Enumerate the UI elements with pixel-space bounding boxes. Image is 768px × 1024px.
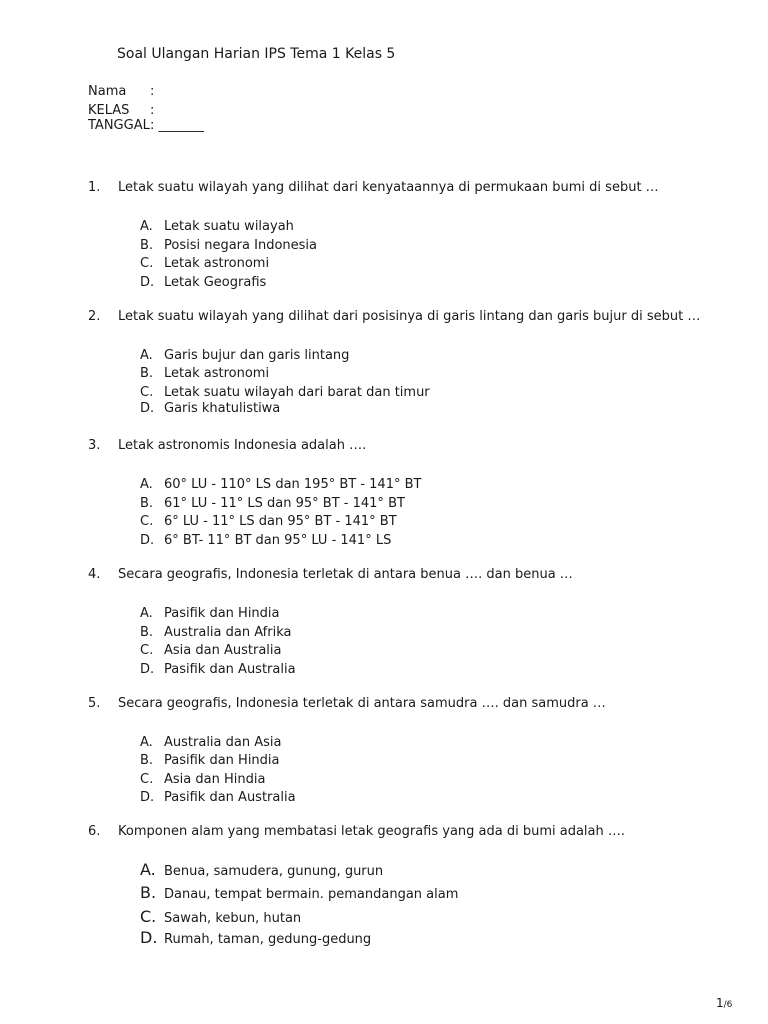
option-6d bbox=[140, 928, 371, 947]
question-text: Secara geografis, Indonesia terletak di antara benua …. dan benua … bbox=[118, 567, 573, 582]
option-5b bbox=[140, 753, 280, 768]
option-4a bbox=[140, 606, 280, 621]
option-letter: D. bbox=[140, 275, 155, 290]
option-5a bbox=[140, 735, 281, 750]
option-4b bbox=[140, 625, 291, 640]
question-1 bbox=[88, 180, 659, 195]
option-1a bbox=[140, 219, 294, 234]
option-text: Pasifik dan Hindia bbox=[164, 753, 280, 768]
option-6b bbox=[140, 883, 458, 902]
option-letter: D. bbox=[140, 533, 155, 548]
tanggal-label: TANGGAL bbox=[88, 118, 150, 133]
question-3 bbox=[88, 438, 366, 453]
question-number: 5. bbox=[88, 696, 101, 711]
option-text: Australia dan Asia bbox=[164, 735, 282, 750]
option-3a bbox=[140, 477, 421, 492]
option-1c bbox=[140, 256, 269, 271]
option-letter: A. bbox=[140, 860, 156, 879]
option-text: Pasifik dan Hindia bbox=[164, 606, 280, 621]
option-text: Garis khatulistiwa bbox=[164, 401, 281, 416]
option-3c bbox=[140, 514, 397, 529]
option-letter: C. bbox=[140, 907, 157, 926]
option-2a bbox=[140, 348, 349, 363]
option-2c bbox=[140, 385, 430, 400]
kelas-field bbox=[88, 103, 154, 118]
option-6c bbox=[140, 907, 301, 926]
option-letter: A. bbox=[140, 348, 153, 363]
option-1b bbox=[140, 238, 317, 253]
option-text: Pasifik dan Australia bbox=[164, 662, 296, 677]
question-text: Secara geografis, Indonesia terletak di antara samudra …. dan samudra … bbox=[118, 696, 606, 711]
nama-field bbox=[88, 84, 154, 99]
question-2 bbox=[88, 309, 700, 324]
option-text: 6° LU - 11° LS dan 95° BT - 141° BT bbox=[164, 514, 397, 529]
option-text: Danau, tempat bermain. pemandangan alam bbox=[164, 887, 459, 902]
option-text: Letak astronomi bbox=[164, 366, 270, 381]
option-letter: D. bbox=[140, 401, 155, 416]
option-3d bbox=[140, 533, 391, 548]
option-letter: D. bbox=[140, 790, 155, 805]
option-letter: D. bbox=[140, 662, 155, 677]
option-letter: C. bbox=[140, 514, 154, 529]
question-number: 3. bbox=[88, 438, 101, 453]
question-number: 6. bbox=[88, 824, 101, 839]
option-letter: B. bbox=[140, 883, 157, 902]
option-5d bbox=[140, 790, 296, 805]
option-text: 60° LU - 110° LS dan 195° BT - 141° BT bbox=[164, 477, 422, 492]
option-text: Asia dan Hindia bbox=[164, 772, 266, 787]
question-number: 2. bbox=[88, 309, 101, 324]
option-3b bbox=[140, 496, 405, 511]
option-letter: C. bbox=[140, 385, 154, 400]
tanggal-field bbox=[88, 118, 204, 133]
option-text: Asia dan Australia bbox=[164, 643, 282, 658]
option-2d bbox=[140, 401, 280, 416]
option-text: Posisi negara Indonesia bbox=[164, 238, 317, 253]
option-letter: C. bbox=[140, 256, 154, 271]
option-text: 61° LU - 11° LS dan 95° BT - 141° BT bbox=[164, 496, 405, 511]
option-text: 6° BT- 11° BT dan 95° LU - 141° LS bbox=[164, 533, 392, 548]
page-current: 1 bbox=[716, 996, 724, 1010]
option-letter: A. bbox=[140, 735, 153, 750]
question-text: Letak astronomis Indonesia adalah …. bbox=[118, 438, 367, 453]
option-2b bbox=[140, 366, 269, 381]
option-text: Letak astronomi bbox=[164, 256, 270, 271]
question-text: Letak suatu wilayah yang dilihat dari posisinya di garis lintang dan garis bujur di sebut … bbox=[118, 309, 701, 324]
option-letter: B. bbox=[140, 366, 154, 381]
option-4d bbox=[140, 662, 296, 677]
option-letter: B. bbox=[140, 496, 154, 511]
option-text: Garis bujur dan garis lintang bbox=[164, 348, 350, 363]
nama-separator: : bbox=[150, 84, 155, 99]
option-letter: B. bbox=[140, 238, 154, 253]
page-title: Soal Ulangan Harian IPS Tema 1 Kelas 5 bbox=[117, 46, 396, 62]
option-text: Letak suatu wilayah dari barat dan timur bbox=[164, 385, 430, 400]
option-letter: A. bbox=[140, 606, 153, 621]
option-5c bbox=[140, 772, 265, 787]
nama-label: Nama bbox=[88, 84, 127, 99]
question-text: Letak suatu wilayah yang dilihat dari kenyataannya di permukaan bumi di sebut … bbox=[118, 180, 659, 195]
question-4 bbox=[88, 567, 573, 582]
option-letter: C. bbox=[140, 643, 154, 658]
kelas-label: KELAS bbox=[88, 103, 130, 118]
option-letter: A. bbox=[140, 477, 153, 492]
question-number: 4. bbox=[88, 567, 101, 582]
option-letter: C. bbox=[140, 772, 154, 787]
option-letter: B. bbox=[140, 753, 154, 768]
option-letter: A. bbox=[140, 219, 153, 234]
option-text: Letak suatu wilayah bbox=[164, 219, 294, 234]
option-text: Benua, samudera, gunung, gurun bbox=[164, 864, 384, 879]
question-5 bbox=[88, 696, 606, 711]
question-6 bbox=[88, 824, 625, 839]
question-number: 1. bbox=[88, 180, 101, 195]
option-6a bbox=[140, 860, 383, 879]
option-4c bbox=[140, 643, 281, 658]
option-text: Letak Geografis bbox=[164, 275, 267, 290]
question-text: Komponen alam yang membatasi letak geografis yang ada di bumi adalah …. bbox=[118, 824, 626, 839]
option-1d bbox=[140, 275, 266, 290]
option-text: Pasifik dan Australia bbox=[164, 790, 296, 805]
option-letter: B. bbox=[140, 625, 154, 640]
kelas-separator: : bbox=[150, 103, 155, 118]
page-number bbox=[716, 996, 732, 1010]
option-text: Sawah, kebun, hutan bbox=[164, 911, 302, 926]
option-text: Australia dan Afrika bbox=[164, 625, 292, 640]
option-letter: D. bbox=[140, 928, 158, 947]
tanggal-separator: : _______ bbox=[150, 118, 205, 133]
page-total: /6 bbox=[723, 1000, 733, 1010]
option-text: Rumah, taman, gedung-gedung bbox=[164, 932, 372, 947]
